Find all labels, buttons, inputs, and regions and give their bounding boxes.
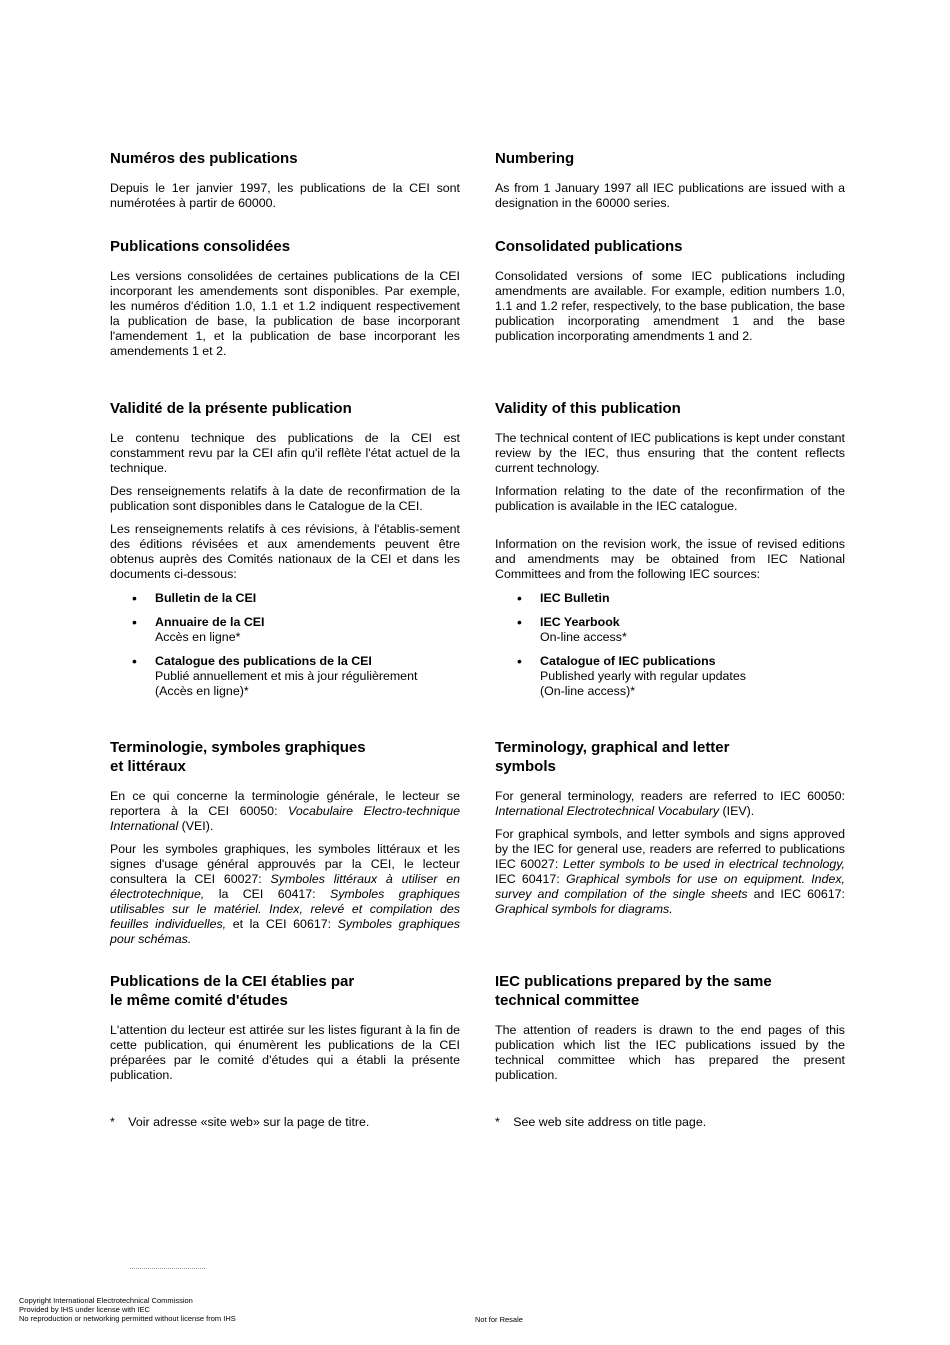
heading-terminology-fr: Terminologie, symboles graphiques et littéraux (110, 739, 366, 775)
section-committee-en (495, 972, 845, 1083)
text-committee-fr: L'attention du lecteur est attirée sur les listes figurant à la fin de cette publication, qui énumèrent les publications de la CEI préparées par le comité d'études qui a établi la présente publication. (110, 1023, 460, 1082)
section-terminology-en (495, 738, 845, 917)
list-item (110, 591, 460, 606)
section-committee-fr (110, 972, 460, 1083)
heading-committee-fr: Publications de la CEI établies par le même comité d'études (110, 973, 355, 1009)
text-terminology-p1-fr: En ce qui concerne la terminologie générale, le lecteur se reportera à la CEI 60050: Vocabulaire Electro-technique International (VEI). (110, 789, 460, 833)
footnote-text: Voir adresse «site web» sur la page de titre. (128, 1115, 370, 1129)
heading-numbering-en: Numbering (495, 150, 575, 167)
footnote-mark: * (495, 1115, 500, 1129)
section-validity-fr (110, 399, 460, 708)
text-committee-en: The attention of readers is drawn to the end pages of this publication which list the IEC publications issued by the technical committee which has prepared the present publication. (495, 1023, 845, 1082)
footnote-mark: * (110, 1115, 115, 1129)
bullet-title: • Catalogue des publications de la CEI (155, 654, 372, 668)
section-consolidated-en (495, 237, 845, 344)
bullet-title: • IEC Bulletin (540, 591, 610, 605)
list-item (495, 615, 845, 645)
heading-consolidated-en: Consolidated publications (495, 238, 683, 255)
section-terminology-fr (110, 738, 460, 947)
bullet-subtext: (Accès en ligne)* (155, 684, 249, 698)
heading-validity-fr: Validité de la présente publication (110, 400, 352, 417)
footer-line: Provided by IHS under license with IEC (19, 1305, 150, 1314)
bullet-title: • Catalogue of IEC publications (540, 654, 716, 668)
section-numbering-en (495, 149, 845, 211)
text-numbering-en: As from 1 January 1997 all IEC publications are issued with a designation in the 60000 series. (495, 181, 845, 210)
list-item (495, 654, 845, 699)
heading-consolidated-fr: Publications consolidées (110, 238, 291, 255)
section-consolidated-fr (110, 237, 460, 359)
bullet-title: • Annuaire de la CEI (155, 615, 265, 629)
list-item (495, 591, 845, 606)
heading-terminology-en: Terminology, graphical and letter symbols (495, 739, 730, 775)
bullet-title: • IEC Yearbook (540, 615, 620, 629)
bullet-subtext: Accès en ligne* (155, 630, 241, 644)
sources-list-en (495, 591, 845, 699)
bullet-subtext: Published yearly with regular updates (540, 669, 746, 683)
text-validity-p2-en: Information relating to the date of the reconfirmation of the publication is available in the IEC catalogue. (495, 484, 845, 513)
text-validity-p3-fr: Les renseignements relatifs à ces révisions, à l'établis-sement des éditions révisées et aux amendements peuvent être obtenus auprès des Comités nationaux de la CEI et dans les documents ci-dessous: (110, 522, 460, 581)
footnote-fr (110, 1115, 460, 1130)
footer-line: No reproduction or networking permitted without license from IHS (19, 1314, 236, 1323)
list-item (110, 654, 460, 699)
footnote-en (495, 1115, 845, 1130)
text-validity-p3-en: Information on the revision work, the issue of revised editions and amendments may be obtained from IEC National Committees and from the following IEC sources: (495, 537, 845, 581)
section-numbering-fr (110, 149, 460, 211)
text-validity-p1-en: The technical content of IEC publications is kept under constant review by the IEC, thus ensuring that the content reflects current technology. (495, 431, 845, 475)
text-validity-p2-fr: Des renseignements relatifs à la date de reconfirmation de la publication sont disponibles dans le Catalogue de la CEI. (110, 484, 460, 513)
copyright-footer (19, 1296, 236, 1323)
bullet-title: • Bulletin de la CEI (155, 591, 257, 605)
heading-numbering-fr: Numéros des publications (110, 150, 298, 167)
heading-validity-en: Validity of this publication (495, 400, 681, 417)
bullet-subtext: Publié annuellement et mis à jour régulièrement (155, 669, 418, 683)
list-item (110, 615, 460, 645)
not-for-resale: Not for Resale (475, 1315, 523, 1324)
bullet-subtext: On-line access* (540, 630, 627, 644)
text-validity-p1-fr: Le contenu technique des publications de la CEI est constamment revu par la CEI afin qu'il reflète l'état actuel de la technique. (110, 431, 460, 475)
heading-committee-en: IEC publications prepared by the same technical committee (495, 973, 772, 1009)
divider (130, 1268, 205, 1269)
section-validity-en (495, 399, 845, 708)
text-consolidated-fr: Les versions consolidées de certaines publications de la CEI incorporant les amendements sont disponibles. Par exemple, les numéros d'édition 1.0, 1.1 et 1.2 indiquent respectivement la publication de base, la publication de base incorporant l'amendement 1, et la publication de base incorporant les amendements 1 et 2. (110, 269, 460, 358)
bullet-subtext: (On-line access)* (540, 684, 636, 698)
footnote-text: See web site address on title page. (513, 1115, 707, 1129)
text-terminology-p2-fr: Pour les symboles graphiques, les symboles littéraux et les signes d'usage général approuvés par la CEI, le lecteur consultera la CEI 60027: Symboles littéraux à utiliser en électrotechnique, la CEI 60417: Symboles graphiques utilisables sur le matériel. Index, relevé et compilation des feuilles individuelles, et la CEI 60617: Symboles graphiques pour schémas. (110, 842, 460, 946)
footer-line: Copyright International Electrotechnical Commission (19, 1296, 193, 1305)
text-consolidated-en: Consolidated versions of some IEC publications including amendments are available. For example, edition numbers 1.0, 1.1 and 1.2 refer, respectively, to the base publication, the base publication incorporating amendment 1 and the base publication incorporating amendments 1 and 2. (495, 269, 845, 343)
text-terminology-p2-en: For graphical symbols, and letter symbols and signs approved by the IEC for general use, readers are referred to publications IEC 60027: Letter symbols to be used in electrical technology, IEC 60417: Graphical symbols for use on equipment. Index, survey and compilation of the single sheets and IEC 60617: Graphical symbols for diagrams. (495, 827, 845, 916)
text-numbering-fr: Depuis le 1er janvier 1997, les publications de la CEI sont numérotées à partir de 60000. (110, 181, 460, 210)
text-terminology-p1-en: For general terminology, readers are referred to IEC 60050: International Electrotechnical Vocabulary (IEV). (495, 789, 845, 818)
sources-list-fr (110, 591, 460, 699)
